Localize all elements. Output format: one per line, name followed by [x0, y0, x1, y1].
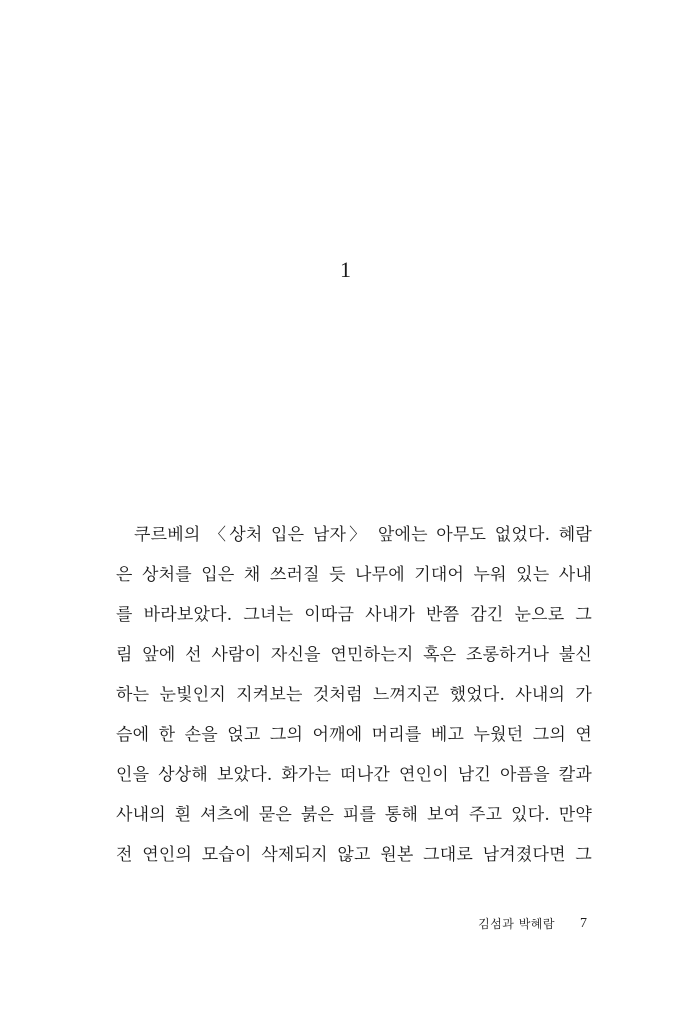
body-line: 은 상처를 입은 채 쓰러질 듯 나무에 기대어 누워 있는 사내 [116, 565, 592, 585]
chapter-number: 1 [340, 257, 351, 282]
page-footer [0, 914, 691, 934]
body-line: 쿠르베의 〈상처 입은 남자〉 앞에는 아무도 없었다. 혜람 [134, 525, 592, 545]
running-head: 김섬과 박혜람 [478, 917, 555, 931]
body-line: 사내의 흰 셔츠에 묻은 붉은 피를 통해 보여 주고 있다. 만약 [116, 805, 592, 825]
body-line: 인을 상상해 보았다. 화가는 떠나간 연인이 남긴 아픔을 칼과 [116, 765, 592, 785]
page-number: 7 [580, 916, 587, 931]
body-text [116, 519, 592, 879]
body-line: 를 바라보았다. 그녀는 이따금 사내가 반쯤 감긴 눈으로 그 [116, 605, 592, 625]
body-line: 하는 눈빛인지 지켜보는 것처럼 느껴지곤 했었다. 사내의 가 [116, 685, 592, 705]
body-line: 림 앞에 선 사람이 자신을 연민하는지 혹은 조롱하거나 불신 [116, 645, 592, 665]
body-line: 슴에 한 손을 얹고 그의 어깨에 머리를 베고 누웠던 그의 연 [116, 725, 592, 745]
body-line: 전 연인의 모습이 삭제되지 않고 원본 그대로 남겨졌다면 그 [116, 845, 592, 865]
